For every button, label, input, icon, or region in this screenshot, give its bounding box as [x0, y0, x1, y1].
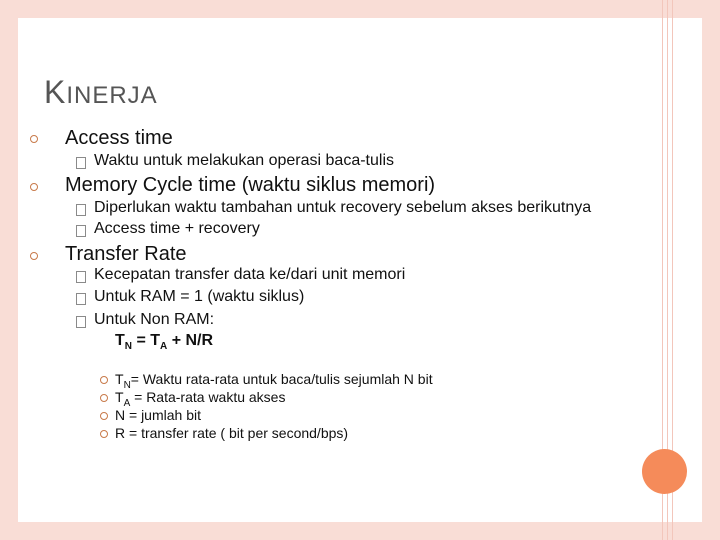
- slide-border-top: [0, 0, 720, 18]
- item-memory-cycle: Memory Cycle time (waktu siklus memori): [65, 174, 436, 196]
- slide-border-left: [0, 0, 18, 540]
- formula-sub-a: A: [160, 341, 168, 353]
- formula-eq: = T: [132, 332, 161, 349]
- bullet-circle-icon: [30, 135, 38, 143]
- box-bullet-icon: [76, 204, 86, 216]
- def-text: = Rata-rata waktu akses: [130, 389, 286, 405]
- definition-r: R = transfer rate ( bit per second/bps): [115, 425, 349, 441]
- subitem: Access time + recovery: [94, 220, 260, 237]
- item-transfer-rate: Transfer Rate: [65, 243, 187, 265]
- def-sym: T: [115, 371, 124, 387]
- subitem: Untuk RAM = 1 (waktu siklus): [94, 288, 305, 305]
- bullet-circle-icon: [30, 183, 38, 191]
- bullet-circle-icon: [100, 376, 108, 384]
- subitem: Diperlukan waktu tambahan untuk recovery sebelum akses berikutnya: [94, 199, 592, 216]
- def-sub: A: [123, 397, 131, 409]
- formula: [115, 332, 213, 352]
- formula-rest: + N/R: [167, 332, 214, 349]
- box-bullet-icon: [76, 157, 86, 169]
- subitem: Kecepatan transfer data ke/dari unit memori: [94, 266, 406, 283]
- bullet-circle-icon: [30, 252, 38, 260]
- box-bullet-icon: [76, 225, 86, 237]
- title-first-letter: K: [44, 74, 67, 110]
- def-sub: N: [123, 379, 131, 391]
- slide-border-right: [702, 0, 720, 540]
- orange-circle-decoration: [642, 449, 687, 494]
- definition-ta: [115, 389, 285, 409]
- box-bullet-icon: [76, 293, 86, 305]
- item-access-time: Access time: [65, 127, 173, 149]
- box-bullet-icon: [76, 271, 86, 283]
- slide-title: [44, 74, 158, 111]
- def-sym: T: [115, 389, 124, 405]
- bullet-circle-icon: [100, 412, 108, 420]
- formula-t: T: [115, 332, 125, 349]
- subitem: Untuk Non RAM:: [94, 311, 215, 328]
- formula-sub-n: N: [124, 341, 133, 353]
- bullet-circle-icon: [100, 394, 108, 402]
- definition-tn: [115, 371, 433, 391]
- box-bullet-icon: [76, 316, 86, 328]
- title-rest: INERJA: [66, 82, 158, 109]
- definition-n: N = jumlah bit: [115, 407, 201, 423]
- bullet-circle-icon: [100, 430, 108, 438]
- subitem: Waktu untuk melakukan operasi baca-tulis: [94, 152, 394, 169]
- def-text: = Waktu rata-rata untuk baca/tulis sejumlah N bit: [130, 371, 433, 387]
- slide-border-bottom: [0, 522, 720, 540]
